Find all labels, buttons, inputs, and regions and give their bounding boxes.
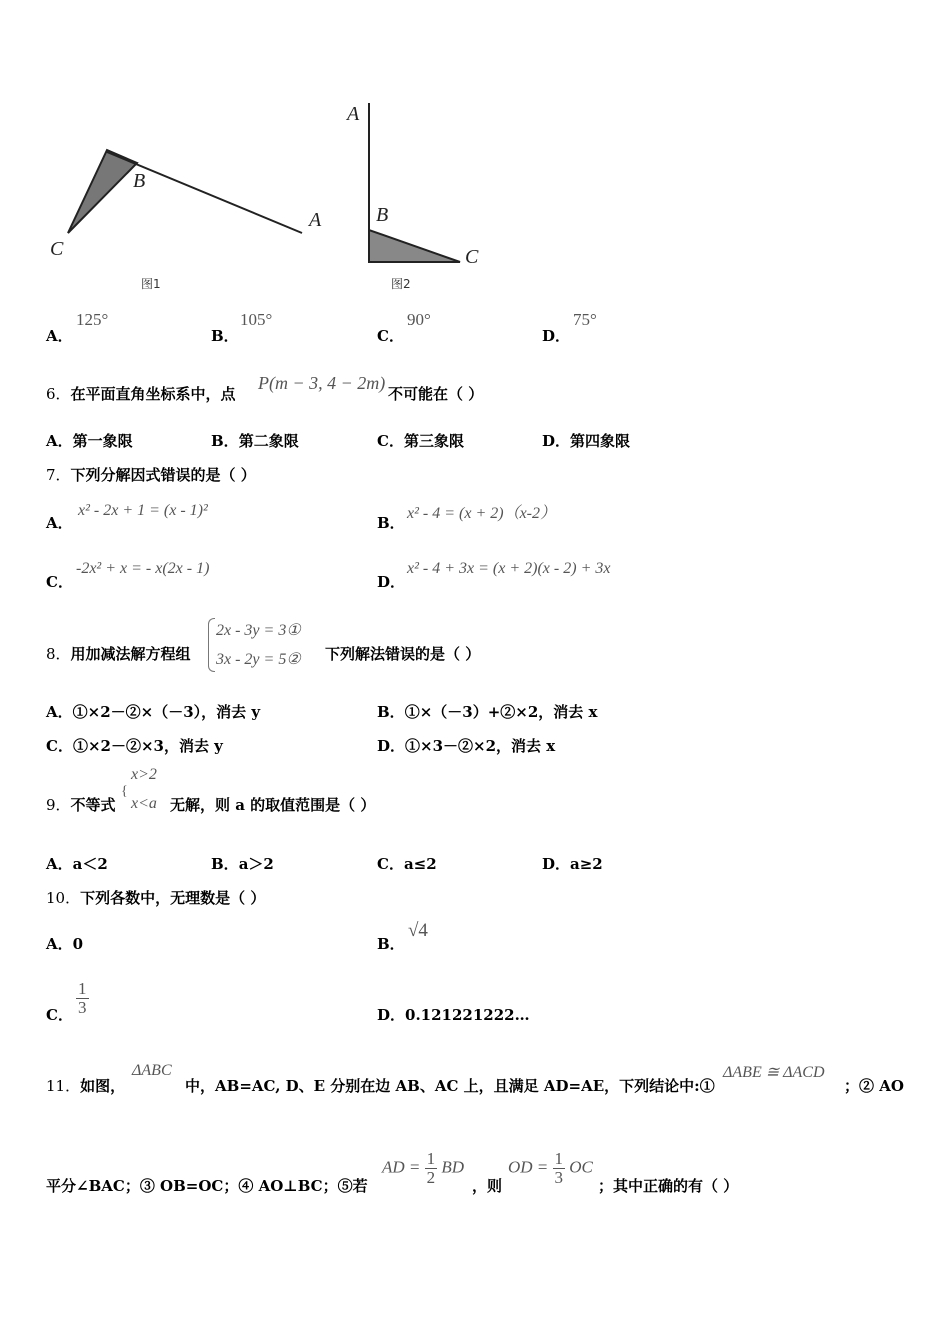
q6-point-math: P(m − 3, 4 − 2m) [258, 373, 386, 393]
option-text: 0 [72, 935, 84, 953]
q11-ad-left: AD = [382, 1157, 421, 1177]
fig2-label-c: C [465, 246, 479, 268]
q9-inequality-1: x>2 [131, 766, 157, 783]
q8-option-b[interactable] [377, 701, 597, 722]
q9-stem [46, 794, 116, 815]
option-text: a≥2 [570, 855, 603, 873]
option-text: 第二象限 [238, 432, 299, 450]
fig1-label-a: A [309, 209, 322, 231]
q11-text-1: 如图， [80, 1077, 126, 1095]
fig1-label-b: B [133, 170, 146, 192]
option-letter: D． [542, 855, 571, 873]
q9-option-c[interactable] [377, 853, 437, 874]
q6-option-a[interactable] [46, 430, 133, 451]
q5-option-a[interactable] [46, 325, 73, 346]
q9-option-a[interactable] [46, 853, 108, 874]
q5-option-c[interactable] [377, 325, 404, 346]
fig2-label-a: A [347, 103, 360, 125]
q11-text-2: 中，AB=AC, D、E 分别在边 AB、AC 上，且满足 AD=AE，下列结论中:① [185, 1077, 715, 1095]
q8-option-d[interactable] [377, 735, 555, 756]
question-number: 10． [46, 889, 81, 907]
q11-triangle-abc: ΔABC [132, 1062, 172, 1079]
q8-text-before: 用加减法解方程组 [70, 645, 191, 663]
option-text: a≤2 [403, 855, 437, 873]
q8-option-c[interactable] [46, 735, 223, 756]
option-text: ①×（－3）+②×2，消去 x [404, 703, 598, 721]
fraction-numerator: 1 [426, 1149, 436, 1168]
fraction-denominator: 3 [78, 998, 87, 1017]
option-text: 第一象限 [72, 432, 133, 450]
q9-brace: { [121, 784, 128, 799]
question-number: 9． [46, 796, 71, 814]
q10-text: 下列各数中，无理数是（ ） [80, 889, 266, 907]
q8-equation-1: 2x - 3y = 3① [216, 622, 301, 639]
q11-ad-right: BD [441, 1157, 465, 1177]
q8-text-after: 下列解法错误的是（ ） [325, 645, 481, 663]
option-letter: C． [377, 327, 404, 345]
option-text: ①×3－②×2，消去 x [405, 737, 556, 755]
q5-option-c-value: 90° [407, 310, 431, 329]
fig2-label-b: B [376, 204, 389, 226]
option-letter: C． [377, 855, 404, 873]
q5-option-d-value: 75° [573, 310, 597, 329]
option-letter: D． [377, 1006, 406, 1024]
q9-text-before: 不等式 [70, 796, 116, 814]
fig2-shaded-triangle [369, 230, 460, 262]
option-letter: A． [46, 855, 73, 873]
q9-text-after: 无解，则 a 的取值范围是（ ） [170, 796, 376, 814]
q7-option-a-math: x² - 2x + 1 = (x - 1)² [78, 502, 208, 519]
q10-stem [46, 887, 265, 908]
option-text: a＜2 [72, 855, 108, 873]
fig2-caption: 图2 [391, 277, 411, 291]
q11-od-right: OC [569, 1157, 593, 1177]
question-number: 7． [46, 466, 71, 484]
figure-1 [40, 140, 340, 280]
q7-option-c-math: -2x² + x = - x(2x - 1) [76, 560, 210, 577]
q10-option-c[interactable]: C． [46, 1006, 73, 1024]
option-text: ①×2－②×3，消去 y [72, 737, 223, 755]
fraction-numerator: 1 [78, 979, 87, 998]
q9-option-b[interactable] [211, 853, 274, 874]
option-text: a＞2 [238, 855, 274, 873]
option-letter: D． [542, 327, 571, 345]
question-number: 11． [46, 1077, 81, 1095]
q11-text-4: 平分∠BAC；③ OB=OC；④ AO⊥BC；⑤若 [46, 1177, 368, 1195]
option-letter: D． [542, 432, 571, 450]
option-letter: B． [211, 432, 239, 450]
q7-option-b-math: x² - 4 = (x + 2)（x-2） [407, 505, 557, 522]
fraction-denominator: 2 [426, 1168, 436, 1187]
q6-option-b[interactable] [211, 430, 299, 451]
q8-equation-2: 3x - 2y = 5② [216, 651, 301, 668]
option-letter: C． [377, 432, 404, 450]
q7-text: 下列分解因式错误的是（ ） [70, 466, 256, 484]
option-text: 第四象限 [570, 432, 631, 450]
q5-option-d[interactable] [542, 325, 570, 346]
q6-text-before: 在平面直角坐标系中，点 [70, 385, 236, 403]
option-letter: A． [46, 327, 73, 345]
q6-text-after: 不可能在（ ） [388, 385, 484, 403]
q5-option-b-value: 105° [240, 310, 273, 329]
option-letter: B． [211, 327, 239, 345]
q5-option-b[interactable] [211, 325, 239, 346]
q10-option-d[interactable] [377, 1004, 530, 1025]
fig1-shaded-triangle [68, 150, 137, 233]
q8-equation-brace [208, 618, 215, 672]
q11-od-left: OD = [508, 1157, 549, 1177]
q5-option-a-value: 125° [76, 310, 109, 329]
q11-text-3: ；② AO [844, 1077, 904, 1095]
q10-option-b-math: √4 [408, 920, 428, 941]
q8-option-a[interactable] [46, 701, 260, 722]
q11-text-5: ，则 [472, 1177, 503, 1195]
figure-2 [360, 100, 480, 270]
q10-option-a[interactable] [46, 933, 83, 954]
q8-stem [46, 643, 191, 664]
q10-option-b[interactable]: B． [377, 935, 405, 953]
question-number: 6． [46, 385, 71, 403]
q11-congruence: ΔABE ≅ ΔACD [723, 1064, 825, 1081]
q7-option-c[interactable]: C． [46, 573, 73, 591]
q11-od-relation [508, 1150, 593, 1187]
option-letter: A． [46, 935, 73, 953]
option-text: ①×2－②×（－3），消去 y [72, 703, 261, 721]
q6-option-c[interactable] [377, 430, 464, 451]
q7-option-a[interactable]: A． [46, 514, 73, 532]
q7-option-d-math: x² - 4 + 3x = (x + 2)(x - 2) + 3x [407, 560, 611, 577]
q11-ad-relation [382, 1150, 464, 1187]
option-letter: A． [46, 432, 73, 450]
q9-inequality-2: x<a [131, 795, 157, 812]
option-text: 第三象限 [403, 432, 464, 450]
q10-option-c-fraction [76, 980, 89, 1017]
q7-option-b[interactable]: B． [377, 514, 405, 532]
option-letter: A． [46, 703, 73, 721]
option-text: 0.121221222… [405, 1006, 530, 1024]
q11-text-6: ；其中正确的有（ ） [598, 1177, 739, 1195]
fig1-label-c: C [50, 238, 64, 260]
fraction-denominator: 3 [554, 1168, 564, 1187]
option-letter: B． [377, 703, 405, 721]
fig1-caption: 图1 [141, 277, 161, 291]
q7-option-d[interactable]: D． [377, 573, 406, 591]
q11-line-1 [46, 1075, 125, 1096]
q9-option-d[interactable] [542, 853, 603, 874]
option-letter: D． [377, 737, 406, 755]
q7-stem [46, 464, 256, 485]
option-letter: C． [46, 737, 73, 755]
q6-stem [46, 383, 236, 404]
option-letter: B． [211, 855, 239, 873]
question-number: 8． [46, 645, 71, 663]
fraction-numerator: 1 [554, 1149, 564, 1168]
q6-option-d[interactable] [542, 430, 630, 451]
